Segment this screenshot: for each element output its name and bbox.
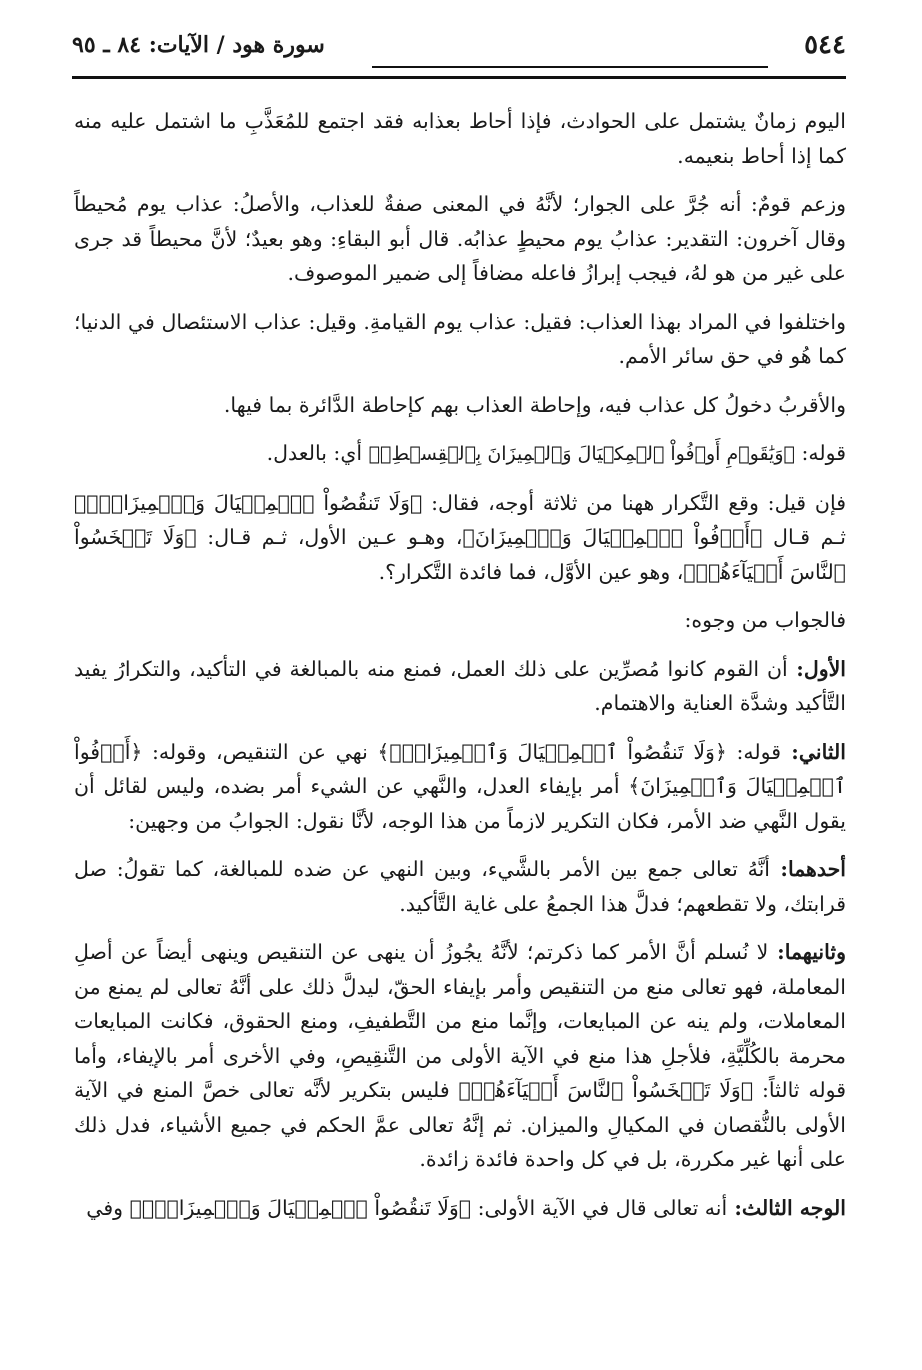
paragraph-text: واختلفوا في المراد بهذا العذاب: فقيل: عذاب يوم القيامةِ. وقيل: عذاب الاستئصال في الدنيا؛ كما هُو في حق سائر الأمم.	[74, 309, 846, 368]
paragraph-7	[74, 603, 846, 638]
paragraph-6	[74, 486, 846, 590]
header-rule	[72, 76, 846, 79]
header-divider	[372, 66, 768, 68]
point-heading: أحدهما:	[770, 857, 846, 881]
page-number: ٥٤٤	[804, 30, 846, 60]
paragraph-text: اليوم زمانٌ يشتمل على الحوادث، فإذا أحاط بعذابه فقد اجتمع للمُعَذَّبِ ما اشتمل عليه منه كما إذا أحاط بنعيمه.	[74, 109, 846, 168]
point-heading: الثاني:	[781, 739, 846, 764]
point-heading: وثانيهما:	[768, 940, 846, 964]
paragraph-11	[74, 935, 846, 1177]
paragraph-4	[74, 388, 846, 423]
paragraph-3	[74, 305, 846, 374]
paragraph-9	[74, 735, 846, 839]
paragraph-8	[74, 652, 846, 721]
paragraph-12	[74, 1191, 846, 1226]
paragraph-text: قوله: ﴿وَلَا تَنقُصُواْ ٱلۡمِكۡيَالَ وَٱلۡمِيزَانَۚ﴾ نهي عن التنقيص، وقوله: ﴿أَوۡفُواْ ٱلۡمِكۡيَالَ وَٱلۡمِيزَانَ﴾ أمر بإيفاء العدل، والنَّهي عن الشيء أمر بضده، وليس لقائل أن يقول النَّهي ضد الأمر، فكان التكرير لازماً من هذا الوجه، لأنَّا نقول: الجوابُ من وجهين:	[74, 739, 846, 833]
quran-verse: ﴿وَيَٰقَوۡمِ أَوۡفُواْ ٱلۡمِكۡيَالَ وَٱلۡمِيزَانَ بِٱلۡقِسۡطِۖ﴾	[368, 443, 795, 465]
paragraph-5	[74, 436, 846, 472]
page-header	[72, 22, 846, 74]
paragraph-text: لا نُسلم أنَّ الأمر كما ذكرتم؛ لأنَّهُ يجُوزُ أن ينهى عن التنقيص وينهى أيضاً عن أصلِ المعاملة، فهو تعالى منع من التنقيص وأمر بإيفاء الحقّ، ليدلَّ ذلك على أنَّهُ تعالى لم يمنع من المعاملات، ولم ينه عن المبايعات، وإنَّما منع من التَّطفيفِ، ومنع الحقوق، فكانت المبايعات محرمة بالكُلِّيَّةِ، فلأجلِ هذا منع في الآية الأولى من التَّنقِيصِ، وفي الأخرى أمر بالإيفاء، وأما قوله ثالثاً: ﴿وَلَا تَبۡخَسُواْ ٱلنَّاسَ أَشۡيَآءَهُمۡ﴾ فليس بتكرير لأنَّه تعالى خصَّ المنع في الآية الأولى بالنُّقصان في المكيالِ والميزان. ثم إنَّهُ تعالى عمَّ الحكم في جميع الأشياء، فدل ذلك على أنها غير مكررة، بل في كل واحدة فائدة زائدة.	[74, 940, 846, 1171]
paragraph-10	[74, 852, 846, 921]
point-heading: الأول:	[787, 656, 846, 681]
paragraph-text: فالجواب من وجوه:	[684, 608, 846, 632]
paragraph-2	[74, 187, 846, 291]
paragraph-1	[74, 104, 846, 173]
paragraph-text: وزعم قومٌ: أنه جُرَّ على الجوار؛ لأنَّهُ في المعنى صفةٌ للعذاب، والأصلُ: عذاب يوم مُحيطاً وقال آخرون: التقدير: عذابُ يوم محيطٍ عذابُه. قال أبو البقاءِ: وهو بعيدٌ؛ لأنَّ محيطاً قد جرى على غير من هو لهُ، فيجب إبرازُ فاعله مضافاً إلى ضمير الموصوف.	[74, 192, 846, 285]
paragraph-text: فإن قيل: وقع التَّكرار ههنا من ثلاثة أوجه، فقال: ﴿وَلَا تَنقُصُواْ ٱلۡمِكۡيَالَ وَٱلۡمِيزَانَۚ﴾ ثـم قـال ﴿أَوۡفُواْ ٱلۡمِكۡيَالَ وَٱلۡمِيزَانَ﴾، وهـو عـين الأول، ثـم قـال: ﴿وَلَا تَبۡخَسُواْ ٱلنَّاسَ أَشۡيَآءَهُمۡ﴾، وهو عين الأوَّل، فما فائدة التَّكرار؟.	[74, 490, 846, 584]
point-heading: الوجه الثالث:	[727, 1195, 846, 1220]
page-body	[74, 104, 846, 1239]
paragraph-text: أنَّهُ تعالى جمع بين الأمر بالشَّيء، وبين النهي عن ضده للمبالغة، كما تقولُ: صل قرابتك، ولا تقطعهم؛ فدلَّ هذا الجمعُ على غاية التَّأكيد.	[74, 857, 846, 916]
running-title: سورة هود / الآيات: ٨٤ ـ ٩٥	[72, 32, 325, 58]
paragraph-text: أنه تعالى قال في الآية الأولى: ﴿وَلَا تَنقُصُواْ ٱلۡمِكۡيَالَ وَٱلۡمِيزَانَۚ﴾ وفي	[86, 1195, 728, 1220]
paragraph-intro: قوله:	[794, 441, 846, 465]
paragraph-text: أن القوم كانوا مُصرِّين على ذلك العمل، فمنع منه بالمبالغة في التأكيد، والتكرارُ يفيد التَّأكيد وشدَّة العناية والاهتمام.	[74, 656, 846, 715]
paragraph-text: أي: بالعدل.	[266, 441, 369, 465]
paragraph-text: والأقربُ دخولُ كل عذاب فيه، وإحاطة العذاب بهم كإحاطة الدَّائرة بما فيها.	[223, 392, 846, 417]
